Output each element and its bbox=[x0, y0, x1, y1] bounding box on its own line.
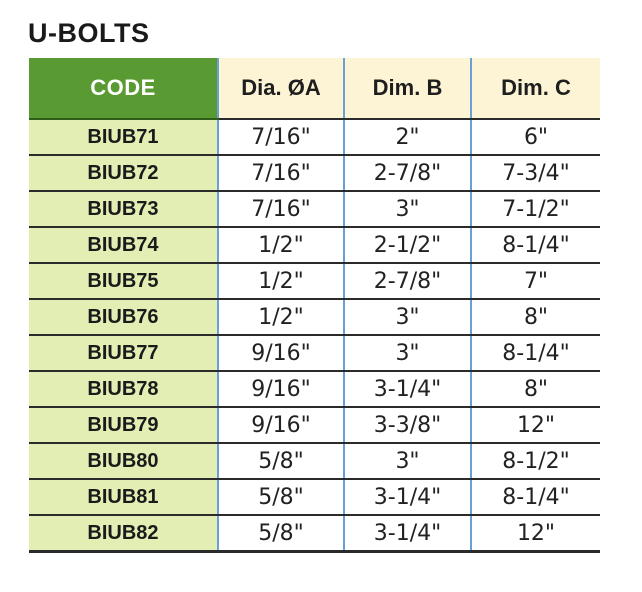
code-cell: BIUB80 bbox=[29, 443, 218, 479]
code-cell: BIUB75 bbox=[29, 263, 218, 299]
dim-c-cell: 12" bbox=[471, 407, 600, 443]
table-row bbox=[29, 119, 600, 155]
dia-a-cell: 1/2" bbox=[218, 227, 344, 263]
dim-b-cell: 3" bbox=[344, 335, 471, 371]
code-cell: BIUB72 bbox=[29, 155, 218, 191]
table-row bbox=[29, 263, 600, 299]
table-row bbox=[29, 443, 600, 479]
code-cell: BIUB76 bbox=[29, 299, 218, 335]
table-row bbox=[29, 155, 600, 191]
dia-a-cell: 9/16" bbox=[218, 371, 344, 407]
table-row bbox=[29, 335, 600, 371]
dia-a-cell: 9/16" bbox=[218, 335, 344, 371]
dim-c-cell: 6" bbox=[471, 119, 600, 155]
code-cell: BIUB79 bbox=[29, 407, 218, 443]
dia-a-cell: 5/8" bbox=[218, 479, 344, 515]
dia-a-cell: 7/16" bbox=[218, 119, 344, 155]
dim-c-cell: 8" bbox=[471, 299, 600, 335]
code-cell: BIUB81 bbox=[29, 479, 218, 515]
dia-a-cell: 5/8" bbox=[218, 515, 344, 552]
code-cell: BIUB71 bbox=[29, 119, 218, 155]
dim-c-cell: 8-1/4" bbox=[471, 227, 600, 263]
page-title: U-BOLTS bbox=[28, 18, 150, 48]
code-cell: BIUB82 bbox=[29, 515, 218, 552]
table-row bbox=[29, 515, 600, 552]
header-row bbox=[29, 58, 600, 119]
dim-b-cell: 2-1/2" bbox=[344, 227, 471, 263]
header-code: CODE bbox=[29, 58, 218, 119]
code-cell: BIUB74 bbox=[29, 227, 218, 263]
dim-c-cell: 12" bbox=[471, 515, 600, 552]
table-row bbox=[29, 479, 600, 515]
dia-a-cell: 5/8" bbox=[218, 443, 344, 479]
dim-b-cell: 3-1/4" bbox=[344, 479, 471, 515]
header-dim-b: Dim. B bbox=[344, 58, 471, 119]
dim-c-cell: 7-3/4" bbox=[471, 155, 600, 191]
dim-c-cell: 8-1/4" bbox=[471, 335, 600, 371]
dim-b-cell: 3" bbox=[344, 299, 471, 335]
dia-a-cell: 1/2" bbox=[218, 263, 344, 299]
header-dia-a: Dia. ØA bbox=[218, 58, 344, 119]
dim-b-cell: 3-3/8" bbox=[344, 407, 471, 443]
dim-c-cell: 8-1/4" bbox=[471, 479, 600, 515]
header-dim-c: Dim. C bbox=[471, 58, 600, 119]
table-row bbox=[29, 191, 600, 227]
table-row bbox=[29, 299, 600, 335]
dim-b-cell: 3-1/4" bbox=[344, 515, 471, 552]
dim-b-cell: 2-7/8" bbox=[344, 263, 471, 299]
dia-a-cell: 7/16" bbox=[218, 155, 344, 191]
code-cell: BIUB77 bbox=[29, 335, 218, 371]
dim-b-cell: 2" bbox=[344, 119, 471, 155]
table-row bbox=[29, 227, 600, 263]
dim-b-cell: 3" bbox=[344, 443, 471, 479]
dia-a-cell: 1/2" bbox=[218, 299, 344, 335]
table-row bbox=[29, 371, 600, 407]
u-bolt-spec-table bbox=[29, 58, 600, 553]
dim-c-cell: 7-1/2" bbox=[471, 191, 600, 227]
dim-c-cell: 7" bbox=[471, 263, 600, 299]
dim-c-cell: 8" bbox=[471, 371, 600, 407]
dim-b-cell: 2-7/8" bbox=[344, 155, 471, 191]
code-cell: BIUB73 bbox=[29, 191, 218, 227]
dim-b-cell: 3-1/4" bbox=[344, 371, 471, 407]
table-row bbox=[29, 407, 600, 443]
dia-a-cell: 7/16" bbox=[218, 191, 344, 227]
dim-c-cell: 8-1/2" bbox=[471, 443, 600, 479]
dim-b-cell: 3" bbox=[344, 191, 471, 227]
dia-a-cell: 9/16" bbox=[218, 407, 344, 443]
code-cell: BIUB78 bbox=[29, 371, 218, 407]
